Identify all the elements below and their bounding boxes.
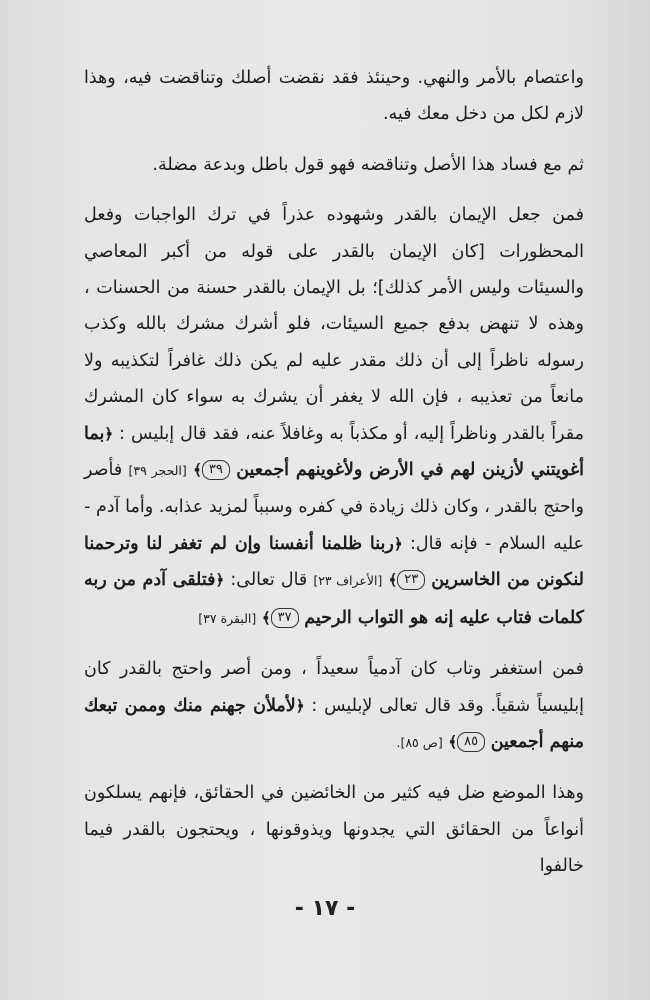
quran-context-text-1: فأصر واحتج بالقدر ، وكان ذلك زيادة في كفره وسبباً لمزيد عذابه. وأما آدم - عليه السلام - فإنه قال:: [84, 460, 584, 554]
paragraph-1: واعتصام بالأمر والنهي. وحينئذ فقد نقضت أصلك وتناقضت فيه، وهذا لازم لكل من دخل معك فيه.: [84, 68, 584, 125]
quran-context-text-2: قال تعالى:: [230, 570, 308, 591]
verse-reference-1-text: الحجر ٣٩: [133, 463, 182, 479]
quran-verse-2: ربنا ظلمنا أنفسنا وإن لم تغفر لنا وترحمنا لنكونن من الخاسرين: [84, 533, 584, 591]
verse-reference-3-text: البقرة ٣٧: [203, 610, 252, 626]
verse-reference-3: [البقرة ٣٧]: [198, 610, 257, 626]
verse-reference-4-text: ص ٨٥: [405, 734, 438, 750]
ornate-bracket-close: ﴾: [448, 732, 458, 751]
quran-verse-3: فتلقى آدم من ربه كلمات فتاب عليه إنه هو التواب الرحيم: [84, 570, 584, 628]
page-number: - ١٧ -: [294, 896, 356, 921]
ayah-number-4: ٨٥: [457, 732, 485, 752]
verse-reference-2: [الأعراف ٢٣]: [313, 573, 383, 589]
paragraph-4: [84, 651, 584, 761]
ornate-bracket-open: ﴿: [215, 571, 225, 590]
ornate-bracket-close: ﴾: [261, 608, 271, 627]
paragraph-3-text: فمن جعل الإيمان بالقدر وشهوده عذراً في ترك الواجبات وفعل المحظورات [كان الإيمان بالقدر على قوله من أكبر المعاصي والسيئات وليس الأمر كذلك]؛ بل الإيمان بالقدر حسنة من الحسنات ، وهذه لا تنهض بدفع جميع السيئات، فلو أشرك مشرك بالله وكذب رسوله ناظراً إلى أن ذلك مقدر عليه لم يكن ذلك غافراً لتكذيبه ولا مانعاً من تعذيبه ، فإن الله لا يغفر أن يشرك به سواء كان المشرك مقراً بالقدر وناظراً إليه، أو مكذباً به وغافلاً عنه، فقد قال إبليس :: [84, 205, 584, 444]
ayah-number-1: ٣٩: [202, 460, 230, 480]
paragraph-3: [84, 197, 584, 637]
ornate-bracket-close: ﴾: [388, 571, 398, 590]
paragraph-5: وهذا الموضع ضل فيه كثير من الخائضين في الحقائق، فإنهم يسلكون أنواعاً من الحقائق التي يجدونها ويذوقونها ، ويحتجون بالقدر فيما خالفوا: [84, 783, 584, 877]
ornate-bracket-open: ﴿: [104, 424, 114, 443]
quran-verse-1: بما أغويتني لأزينن لهم في الأرض ولأغوينهم أجمعين: [84, 423, 584, 481]
verse-reference-4: [ص ٨٥].: [396, 734, 443, 750]
paragraph-4-text: فمن استغفر وتاب كان آدمياً سعيداً ، ومن أصر واحتج بالقدر كان إبليسياً شقياً. وقد قال تعالى لإبليس :: [84, 659, 584, 716]
paragraph-2: ثم مع فساد هذا الأصل وتناقضه فهو قول باطل وبدعة مضلة.: [152, 154, 584, 175]
ornate-bracket-open: ﴿: [393, 534, 403, 553]
ornate-bracket-open: ﴿: [295, 696, 305, 715]
ornate-bracket-close: ﴾: [193, 461, 202, 480]
ayah-number-2: ٢٣: [397, 570, 425, 590]
verse-reference-2-text: الأعراف ٢٣: [318, 573, 378, 589]
quran-verse-4: لأملأن جهنم منك وممن تبعك منهم أجمعين: [84, 695, 584, 752]
page-body-text: [84, 60, 584, 885]
verse-reference-1: [الحجر ٣٩]: [128, 463, 187, 479]
ayah-number-3: ٣٧: [271, 608, 299, 628]
